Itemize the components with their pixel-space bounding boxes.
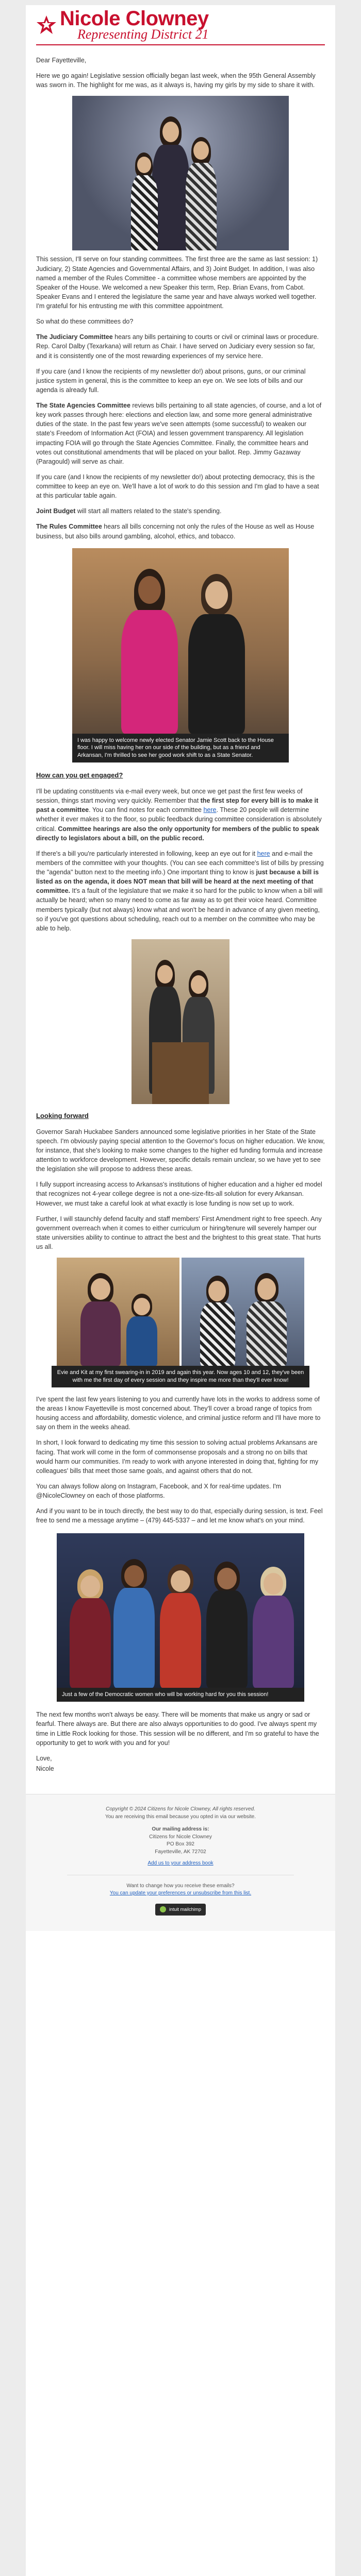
daughters-photo-grid <box>57 1258 304 1366</box>
swearing-in-photo <box>72 96 289 250</box>
person-figure <box>183 137 219 250</box>
engaged-paragraph-1: I'll be updating constituents via e-mail every week, but once we get past the first few weeks of session, things start moving very quickly. Remember that the first step for every bill is to make it past a committee. You can find notes for each committee here. These 20 people will determine whether it ever makes it to the floor, so public feedback during committee consideration is absolutely critical. Committee hearings are also the only opportunity for members of the public to speak directly to legislators about a bill, on the public record. <box>36 788 322 842</box>
email-header <box>36 5 325 45</box>
footer-optin: You are receiving this email because you opted in via our website. <box>105 1814 256 1820</box>
state-agencies-paragraph <box>36 401 325 466</box>
final-paragraph: The next few months won't always be easy. There will be moments that make us angry or sad or fearful. There always are. But there are also always opportunities to do good. I've always spent my time in Little Rock looking for those. This session will be no different, and I'm so grateful to have the opportunity to get to work with you and for you! <box>36 1711 319 1747</box>
judiciary-paragraph <box>36 332 325 360</box>
email-footer <box>26 1794 335 1931</box>
mailchimp-badge-label: intuit mailchimp <box>169 1906 202 1912</box>
podium <box>152 1042 209 1104</box>
person-figure <box>197 1276 238 1366</box>
daughters-photo-2019 <box>57 1258 179 1366</box>
signoff-line-2: Nicole <box>36 1765 54 1772</box>
democratic-women-caption: Just a few of the Democratic women who will be working hard for you this session! <box>57 1688 304 1702</box>
person-figure <box>157 1564 204 1688</box>
bills-link[interactable]: here <box>257 850 270 857</box>
email-container <box>26 0 335 2576</box>
add-to-address-book-link[interactable]: Add us to your address book <box>147 1860 214 1866</box>
footer-address-line-1: Citizens for Nicole Clowney <box>149 1834 212 1840</box>
democratic-women-photo <box>57 1533 304 1688</box>
looking-forward-paragraph-3: Further, I will staunchly defend faculty and staff members' First Amendment right to free speech. Any government overreach when it comes to either curriculum or hiring/tenure will severely hamper our state universities ability to continue to attract the best and the brightest to this great state. That hurts us all. <box>36 1215 322 1251</box>
intro-paragraph: Here we go again! Legislative session officially began last week, when the 95th General Assembly was sworn in. The highlight for me was, as it always is, having my girls by my side to share it with. <box>36 72 316 89</box>
engaged-heading: How can you get engaged? <box>36 771 123 779</box>
state-agencies-text: reviews bills pertaining to all state agencies, of course, and a lot of key work passes through here: elections and election law, and some more general administrative duties of the state. In the past few years we've seen attempts (some successful) to weaken our state's Freedom of Information Act (FOIA) and lessen government transparency. All legislation impacting FOIA will go through the State Agencies Committee. Finally, the committee hears and votes out constitutional amendments that will be placed on your ballot. Rep. Jimmy Gazaway (Paragould) will serve as chair. <box>36 402 322 465</box>
person-figure <box>243 1273 290 1366</box>
democratic-women-photo-block <box>57 1533 304 1702</box>
brand-block <box>60 8 209 41</box>
mailchimp-badge[interactable] <box>155 1904 206 1916</box>
person-figure <box>124 1294 160 1366</box>
brand-subtitle: Representing District 21 <box>77 27 209 42</box>
daughters-photo-2025 <box>182 1258 304 1366</box>
footer-address-heading: Our mailing address is: <box>152 1826 209 1832</box>
email-body <box>26 45 335 1773</box>
top-spacer <box>26 0 335 5</box>
brand-name: Nicole Clowney <box>60 7 209 30</box>
footer-change-question: Want to change how you receive these emails? <box>126 1883 235 1889</box>
person-figure <box>111 1559 157 1688</box>
update-preferences-link[interactable]: You can update your preferences or unsubscribe from this list. <box>109 1890 252 1896</box>
person-figure <box>119 569 180 734</box>
engaged-paragraph-2: If there's a bill you're particularly interested in following, keep an eye out for it here and e-mail the members of the committee with your thoughts. (You can see each committee's list of bills by pressing the "agenda" button next to the meeting info.) One important thing to know is just because a bill is listed as on the agenda, it does NOT mean that bill will be heard at the next meeting of that committee. It's a fault of the legislature that we make it so hard for the public to know when a bill will actually be heard; when so many need to come as far away as to get their voice heard. Committee members typically (but not always) know what and won't be heard in advance of any given meeting, so if you've got questions about scheduling, reach out to a member on the committee who may be able to help. <box>36 850 324 932</box>
closing-paragraph-4: And if you want to be in touch directly, the best way to do that, especially during session, is text. Feel free to send me a message anytime – (479) 445-5337 – and let me know what's on your mind. <box>36 1507 323 1524</box>
footer-address-line-3: Fayetteville, AK 72702 <box>155 1849 206 1855</box>
person-figure <box>204 1562 250 1688</box>
joint-budget-term: Joint Budget <box>36 507 76 515</box>
podium-photo <box>132 939 229 1104</box>
looking-forward-paragraph-2: I fully support increasing access to Arkansas's institutions of higher education and a higher ed model that recognizes not 4-year college degree is not a one-size-fits-all solution for every Arkansan. However, we must take a careful look at what exactly is lose funding is now set up to work. <box>36 1181 322 1207</box>
state-agencies-paragraph-2: If you care (and I know the recipients of my newsletter do!) about protecting democracy, this is the committee to keep an eye on. We'll have a lot of work to do this session and I'm glad to have a seat at this particular table again. <box>36 473 319 500</box>
person-figure <box>77 1273 124 1366</box>
signoff <box>36 1754 325 1773</box>
judiciary-text: hears any bills pertaining to courts or civil or criminal laws or procedure. Rep. Carol Dalby (Texarkana) will return as Chair. I have served on Judiciary every session so far, and it is consistently one of the most rewarding experiences of my service here. <box>36 333 319 360</box>
closing-paragraph-2: In short, I look forward to dedicating my time this session to solving actual problems Arkansans are facing. That work will come in the form of commonsense proposals and a strong no on bills that would harm our communities. I'm ready to work with anyone interested in doing that, fighting for my colleagues' bills that meet those same goals, and against others that do not. <box>36 1439 319 1475</box>
looking-forward-heading: Looking forward <box>36 1111 89 1120</box>
star-logo-icon <box>36 14 57 35</box>
greeting: Dear Fayetteville, <box>36 57 87 64</box>
footer-address-line-2: PO Box 392 <box>167 1841 194 1847</box>
state-agencies-term: The State Agencies Committee <box>36 402 130 409</box>
closing-paragraph-3: You can always follow along on Instagram, Facebook, and X for real-time updates. I'm @NicoleClowney on each of those platforms. <box>36 1482 282 1500</box>
joint-budget-paragraph <box>36 506 325 516</box>
person-figure <box>186 574 248 734</box>
looking-forward-paragraph-1: Governor Sarah Huckabee Sanders announced some legislative priorities in her State of the State speech. I'm obviously paying special attention to the Governor's focus on higher education. We know, for instance, that she's looking to make some changes to the higher ed funding formula and increase attention to workforce development. However, specific details remain unclear, so we have yet to see the legislation she will propose to address these areas. <box>36 1128 325 1173</box>
senator-photo-block <box>72 548 289 763</box>
footer-copyright: Copyright © 2024 Citizens for Nicole Clowney, All rights reserved. <box>106 1806 255 1812</box>
rules-text: hears all bills concerning not only the rules of the House as well as House business, but also bills around gambling, alcohol, ethics, and tobacco. <box>36 523 315 540</box>
committees-question: So what do these committees do? <box>36 318 134 326</box>
judiciary-paragraph-2: If you care (and I know the recipients of my newsletter do!) about prisons, guns, or our criminal justice system in general, this is the committee to keep an eye on. We see lots of bills and our agenda is already full. <box>36 367 306 394</box>
committees-paragraph: This session, I'll serve on four standing committees. The first three are the same as last session: 1) Judiciary, 2) State Agencies and Governmental Affairs, and 3) Joint Budget. In addition, I was also named a member of the Rules Committee - a committee whose members are appointed by the Speaker of the House. We welcomed a new Speaker this term, Rep. Brian Evans, from Cabot. Speaker Evans and I entered the legislature the same year and have always worked well together. I'm grateful for his entrusting me with this committee appointment. <box>36 256 318 310</box>
senator-photo <box>72 548 289 734</box>
person-figure <box>129 152 160 250</box>
signoff-line-1: Love, <box>36 1754 52 1762</box>
committee-notes-link[interactable]: here <box>203 806 217 814</box>
joint-budget-text: will start all matters related to the state's spending. <box>75 507 222 515</box>
rules-paragraph <box>36 522 325 540</box>
person-figure <box>67 1569 113 1688</box>
person-figure <box>250 1567 297 1688</box>
daughters-photo-caption: Evie and Kit at my first swearing-in in 2019 and again this year. Now ages 10 and 12, they've been with me the first day of every session and they inspire me more than they'll ever know! <box>52 1366 309 1387</box>
closing-paragraph-1: I've spent the last few years listening to you and currently have lots in the works to address some of the areas I know Fayetteville is most concerned about. They'll cover a broad range of topics from housing access and affordability, domestic violence, and criminal justice reform and I'll have more to say on them in the weeks ahead. <box>36 1395 321 1431</box>
mailchimp-logo-icon <box>160 1906 166 1912</box>
judiciary-term: The Judiciary Committee <box>36 333 113 341</box>
rules-term: The Rules Committee <box>36 523 102 531</box>
senator-photo-caption: I was happy to welcome newly elected Senator Jamie Scott back to the House floor. I will miss having her on our side of the building, but as a friend and Arkansan, I'm thrilled to see her good work shift to as a State Senator. <box>72 734 289 763</box>
